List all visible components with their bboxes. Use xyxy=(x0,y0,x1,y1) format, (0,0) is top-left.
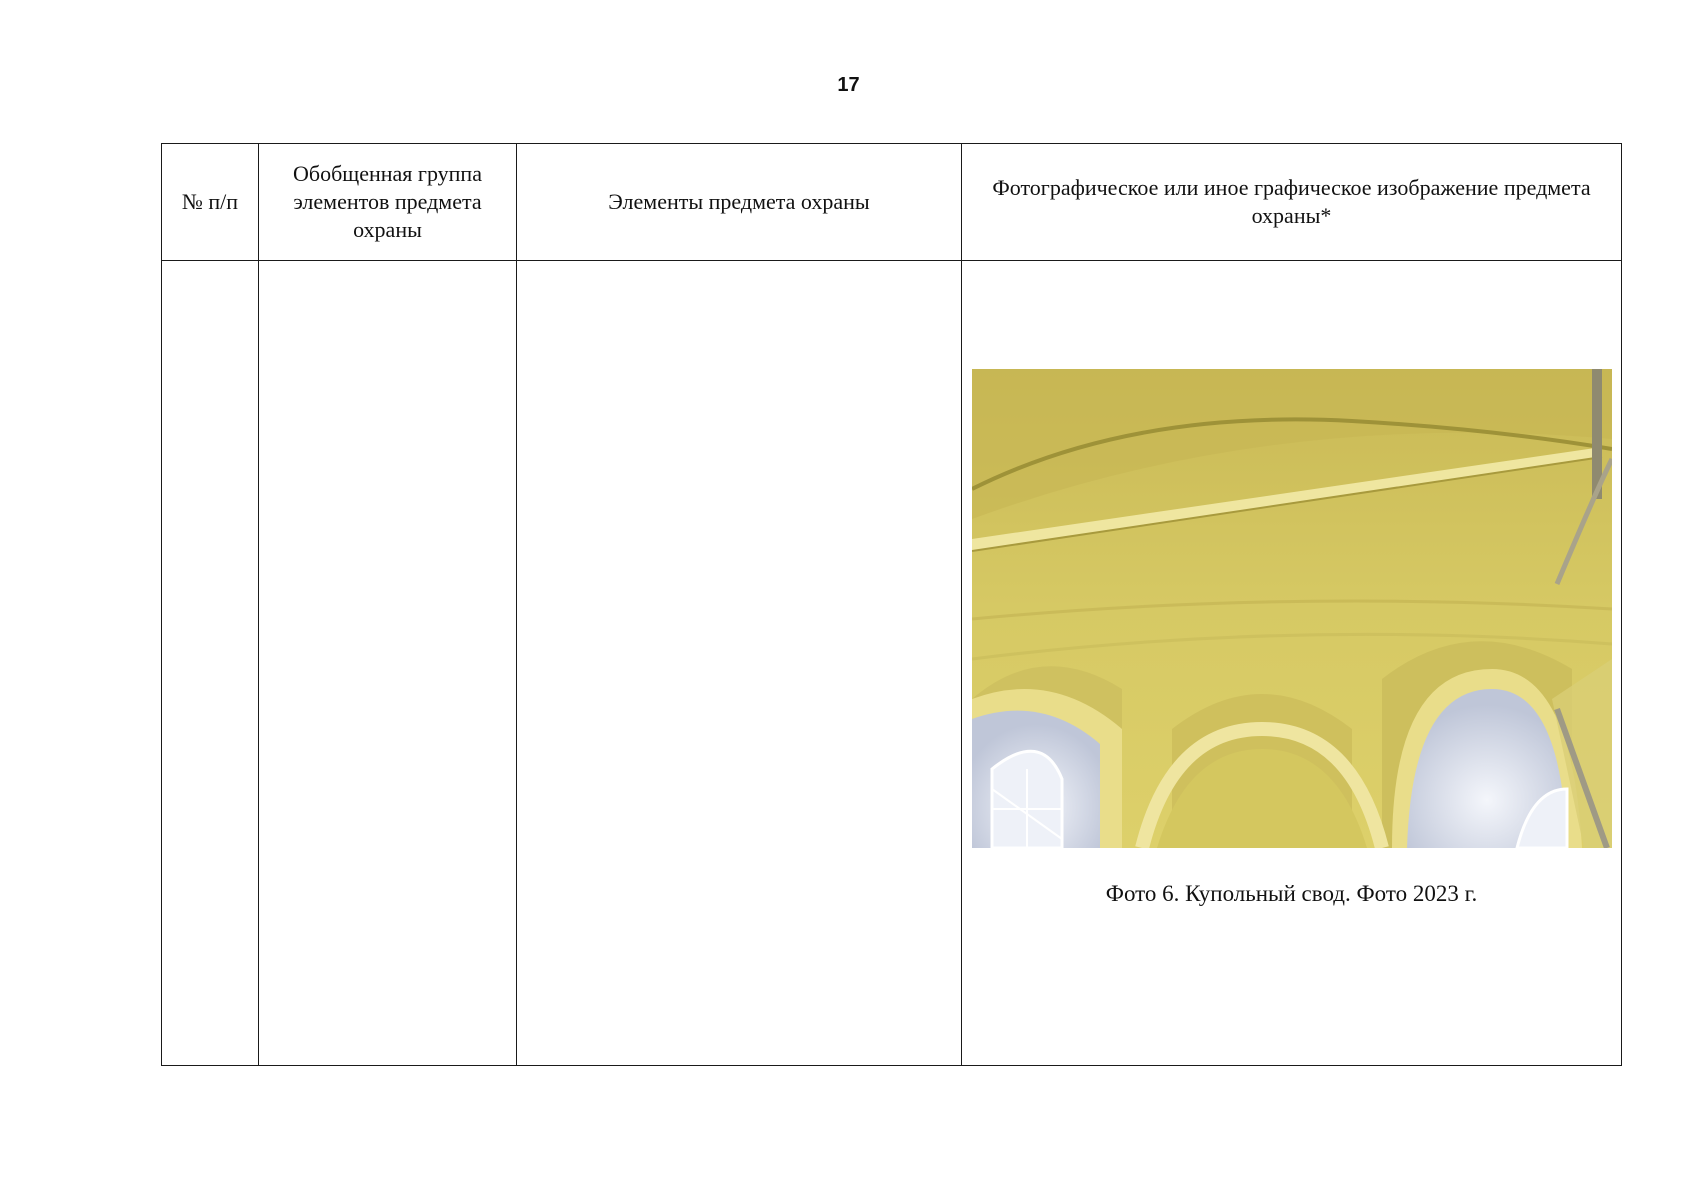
header-elements: Элементы предмета охраны xyxy=(517,144,962,261)
cell-number xyxy=(162,261,259,1066)
cell-photo xyxy=(962,261,1622,1066)
cell-elements xyxy=(517,261,962,1066)
header-number: № п/п xyxy=(162,144,259,261)
header-photo: Фотографическое или иное графическое изображение предмета охраны* xyxy=(962,144,1622,261)
page-number: 17 xyxy=(837,74,860,96)
table-row xyxy=(162,261,1622,1066)
table-header-row xyxy=(162,144,1622,261)
header-element-group: Обобщенная группа элементов предмета охраны xyxy=(259,144,517,261)
cell-element-group xyxy=(259,261,517,1066)
photo-caption: Фото 6. Купольный свод. Фото 2023 г. xyxy=(1105,881,1478,906)
dome-vault-photo xyxy=(972,369,1612,848)
protection-subject-table xyxy=(161,143,1622,1066)
